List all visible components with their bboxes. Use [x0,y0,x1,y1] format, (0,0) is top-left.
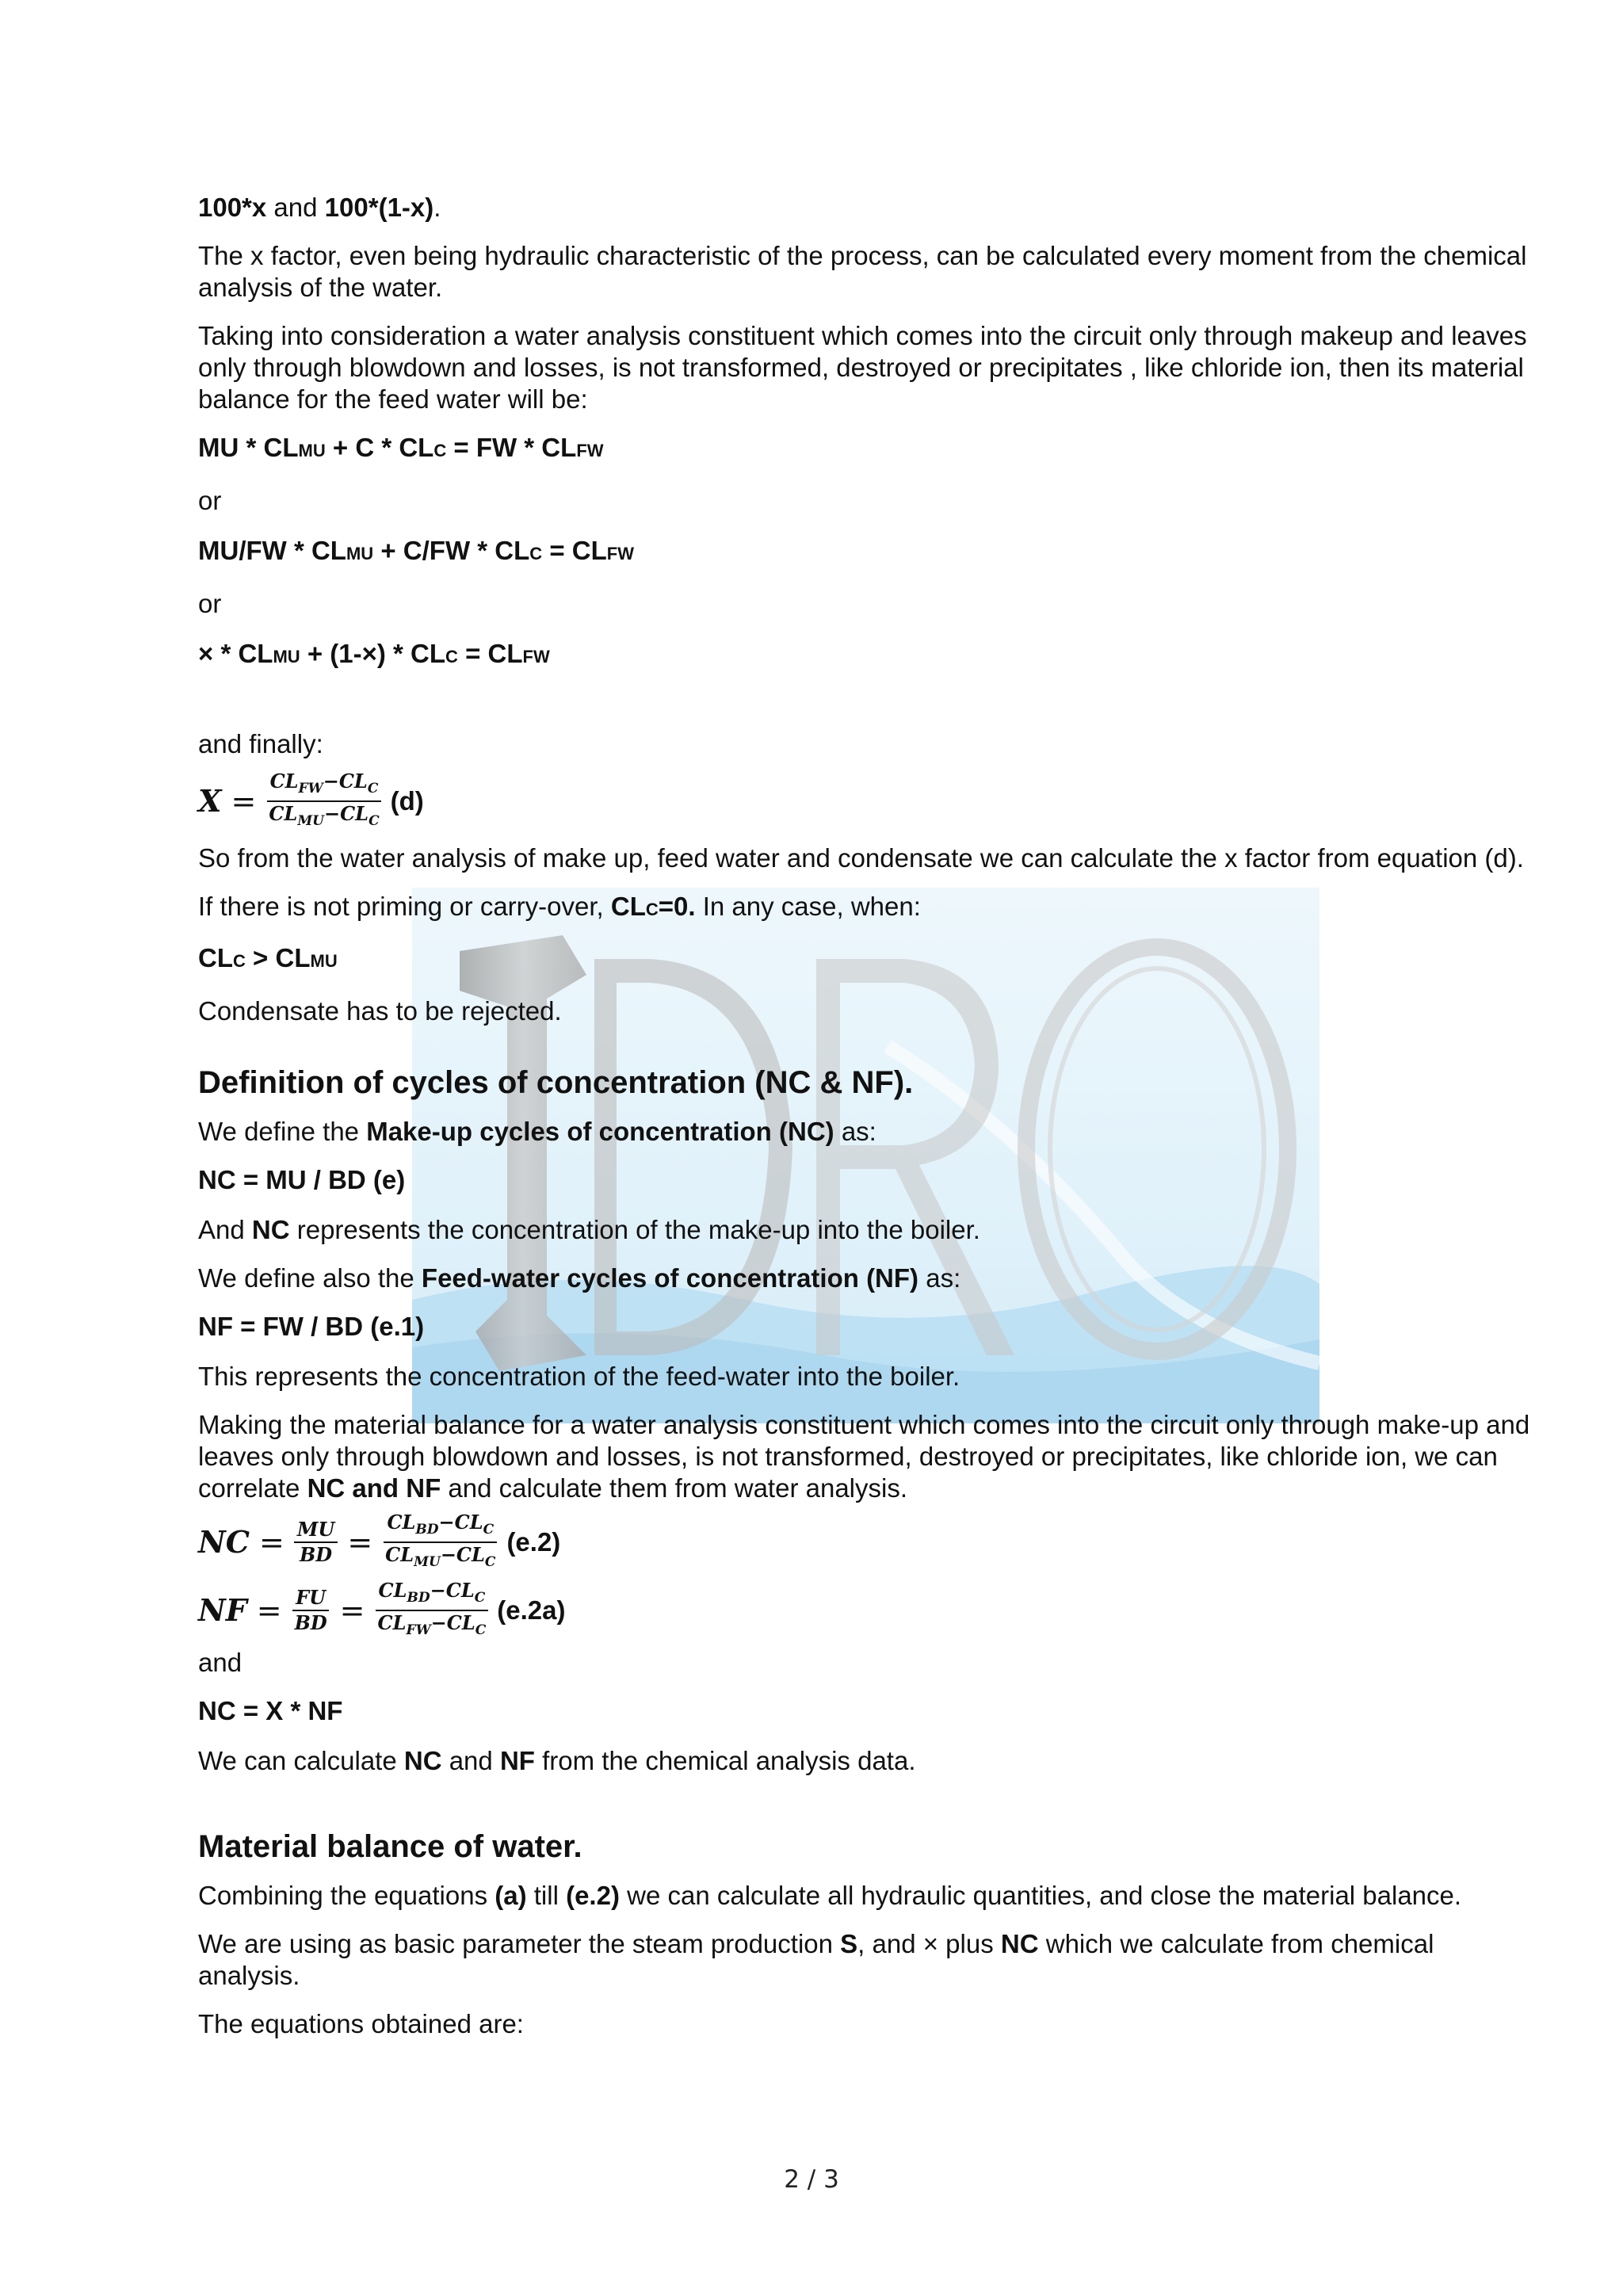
eq-subscript: FW [522,647,550,667]
math-equals: = [258,1525,285,1560]
eq-subscript: MU [273,647,300,667]
text-fragment: which we calculate from chemical analysis. [198,1929,1434,1990]
paragraph-combining [198,1880,1537,1912]
heading-cycles: Definition of cycles of concentration (NC & NF). [198,1065,914,1100]
math-part: −CL [323,802,369,825]
math-variable: X [198,783,222,819]
paragraph-taking: Taking into consideration a water analysis constituent which comes into the circuit only through makeup and leaves only through blowdown and losses, is not transformed, destroyed or precipitates , like chloride ion, then its material balance for the feed water will be: [198,321,1527,414]
fraction-denominator: BD [300,1543,333,1566]
math-fraction [375,1579,490,1642]
math-part: CL [378,1579,407,1602]
equation-e2a [198,1579,1537,1642]
math-subscript: C [474,1590,486,1606]
math-fraction [292,1586,330,1635]
math-fraction [382,1511,498,1574]
math-part: CL [385,1543,414,1566]
eq-subscript: MU [346,544,374,563]
text-fragment: , and × plus [857,1929,1001,1958]
and-text: and [198,1648,242,1677]
math-part: −CL [430,1611,475,1634]
math-variable: NC [198,1524,250,1560]
text-fragment: and [266,193,325,222]
paragraph-calc [198,1745,1537,1777]
text-fragment: In any case, when: [695,892,921,921]
paragraph-define-nc [198,1116,1537,1148]
math-equals: = [231,784,257,819]
text-fragment: till [526,1881,567,1910]
math-subscript: C [367,781,379,797]
and-finally-text: and finally: [198,729,323,758]
paragraph-basic [198,1928,1537,1992]
math-part: CL [387,1511,416,1534]
or-text: or [198,589,222,618]
fraction-numerator [267,770,382,802]
equation-mu-fw [198,535,1537,570]
equation-label: (d) [390,786,424,816]
eq-part: = FW * CL [446,433,577,462]
bold-text: NC [1000,1929,1039,1958]
eq-part: + (1-×) * CL [300,639,446,668]
paragraph-rejected: Condensate has to be rejected. [198,996,562,1026]
bold-text: (e.2) [566,1881,620,1910]
eq-subscript: FW [606,544,634,563]
fraction-numerator [384,1511,497,1543]
eq-subscript: C [645,900,659,919]
fraction-denominator [382,1543,498,1574]
equation-mu-balance [198,432,1537,467]
math-subscript: C [484,1554,496,1570]
fraction-numerator: FU [292,1586,329,1611]
bold-text: NC [251,1215,290,1244]
eq-subscript: FW [576,441,604,460]
text-fragment: Making the material balance for a water analysis constituent which comes into the circuit only through make-up and leaves only through blowdown and losses, is not transformed, destroyed or precipitates, like chloride ion, we can correlate [198,1410,1530,1503]
text-fragment: We define the [198,1117,367,1146]
eq-subscript: C [529,544,543,563]
equation-e1: NF = FW / BD (e.1) [198,1312,425,1341]
math-subscript: C [369,813,380,829]
bold-text: CL [610,892,646,921]
math-equals: = [339,1593,365,1628]
eq-part: × * CL [198,639,273,668]
bold-text: NF [499,1746,535,1775]
text-fragment: we can calculate all hydraulic quantities, and close the material balance. [619,1881,1462,1910]
paragraph-priming [198,891,1537,926]
math-subscript: C [483,1522,495,1538]
paragraph-obtained: The equations obtained are: [198,2009,524,2038]
page-number: 2 / 3 [784,2165,839,2194]
equation-label: (e.2) [506,1527,561,1557]
text-fragment: We are using as basic parameter the steam production [198,1929,841,1958]
math-part: CL [269,802,298,825]
math-fraction [294,1518,338,1567]
text-fragment: If there is not priming or carry-over, [198,892,611,921]
intro-line [198,192,1537,223]
equation-e: NC = MU / BD (e) [198,1165,406,1194]
math-subscript: C [475,1622,487,1638]
math-equals: = [256,1593,282,1628]
text-fragment: . [433,193,441,222]
eq-subscript: C [233,951,246,971]
math-subscript: BD [415,1522,439,1538]
eq-part: + C * CL [325,433,434,462]
text-fragment: represents the concentration of the make-up into the boiler. [289,1215,980,1244]
equation-x-balance [198,638,1537,673]
eq-subscript: C [445,647,458,667]
eq-part: = CL [457,639,523,668]
text-fragment: and [441,1746,500,1775]
math-subscript: FW [406,1622,431,1638]
equation-clc-gt [198,942,1537,977]
fraction-denominator: BD [294,1611,327,1634]
math-subscript: MU [414,1554,441,1570]
eq-part: CL [198,943,233,972]
eq-part: > CL [245,943,311,972]
text-fragment: And [198,1215,252,1244]
paragraph-define-nf [198,1263,1537,1294]
eq-part: = CL [542,536,607,565]
fraction-numerator: MU [294,1518,338,1543]
math-subscript: BD [407,1590,430,1606]
math-part: −CL [438,1511,483,1534]
text-fragment: We can calculate [198,1746,404,1775]
eq-part: + C/FW * CL [373,536,530,565]
paragraph-so: So from the water analysis of make up, feed water and condensate we can calculate the x factor from equation (d). [198,843,1524,873]
eq-subscript: MU [310,951,338,971]
fraction-denominator [265,802,382,833]
eq-subscript: MU [298,441,326,460]
bold-text: NC [403,1746,442,1775]
math-equals: = [347,1525,373,1560]
bold-text: (a) [495,1881,527,1910]
bold-text: Make-up cycles of concentration (NC) [366,1117,834,1146]
fraction-denominator [375,1611,490,1642]
math-part: −CL [430,1579,475,1602]
document-body [198,192,1537,2057]
math-part: CL [269,770,299,793]
math-subscript: MU [297,813,324,829]
equation-nc-x-nf: NC = X * NF [198,1696,343,1725]
text-fragment: from the chemical analysis data. [534,1746,916,1775]
heading-material-balance: Material balance of water. [198,1829,582,1864]
eq-part: MU * CL [198,433,299,462]
text-fragment: and calculate them from water analysis. [441,1473,907,1503]
eq-part: MU/FW * CL [198,536,346,565]
math-fraction [265,770,382,833]
math-part: CL [377,1611,407,1634]
bold-text: NC and NF [307,1473,441,1503]
math-variable: NF [198,1592,247,1628]
bold-text: Feed-water cycles of concentration (NF) [421,1263,919,1293]
text-fragment: Combining the equations [198,1881,495,1910]
text-fragment: as: [834,1117,876,1146]
paragraph-making [198,1409,1537,1504]
fraction-numerator [376,1579,489,1611]
equation-d [198,770,1537,833]
bold-text: S [840,1929,858,1958]
paragraph-and-nc [198,1214,1537,1246]
paragraph-represents: This represents the concentration of the feed-water into the boiler. [198,1362,960,1391]
or-text: or [198,486,222,515]
bold-100x: 100*x [198,193,267,222]
equation-label: (e.2a) [497,1595,566,1625]
math-part: −CL [440,1543,485,1566]
text-fragment: as: [918,1263,961,1293]
text-fragment: We define also the [198,1263,422,1293]
math-part: −CL [323,770,368,793]
eq-subscript: C [433,441,447,460]
bold-100-1-x: 100*(1-x) [324,193,434,222]
paragraph-xfactor: The x factor, even being hydraulic characteristic of the process, can be calculated every moment from the chemical analysis of the water. [198,241,1527,302]
equation-e2 [198,1511,1537,1574]
bold-text: =0. [658,892,696,921]
math-subscript: FW [298,781,323,797]
